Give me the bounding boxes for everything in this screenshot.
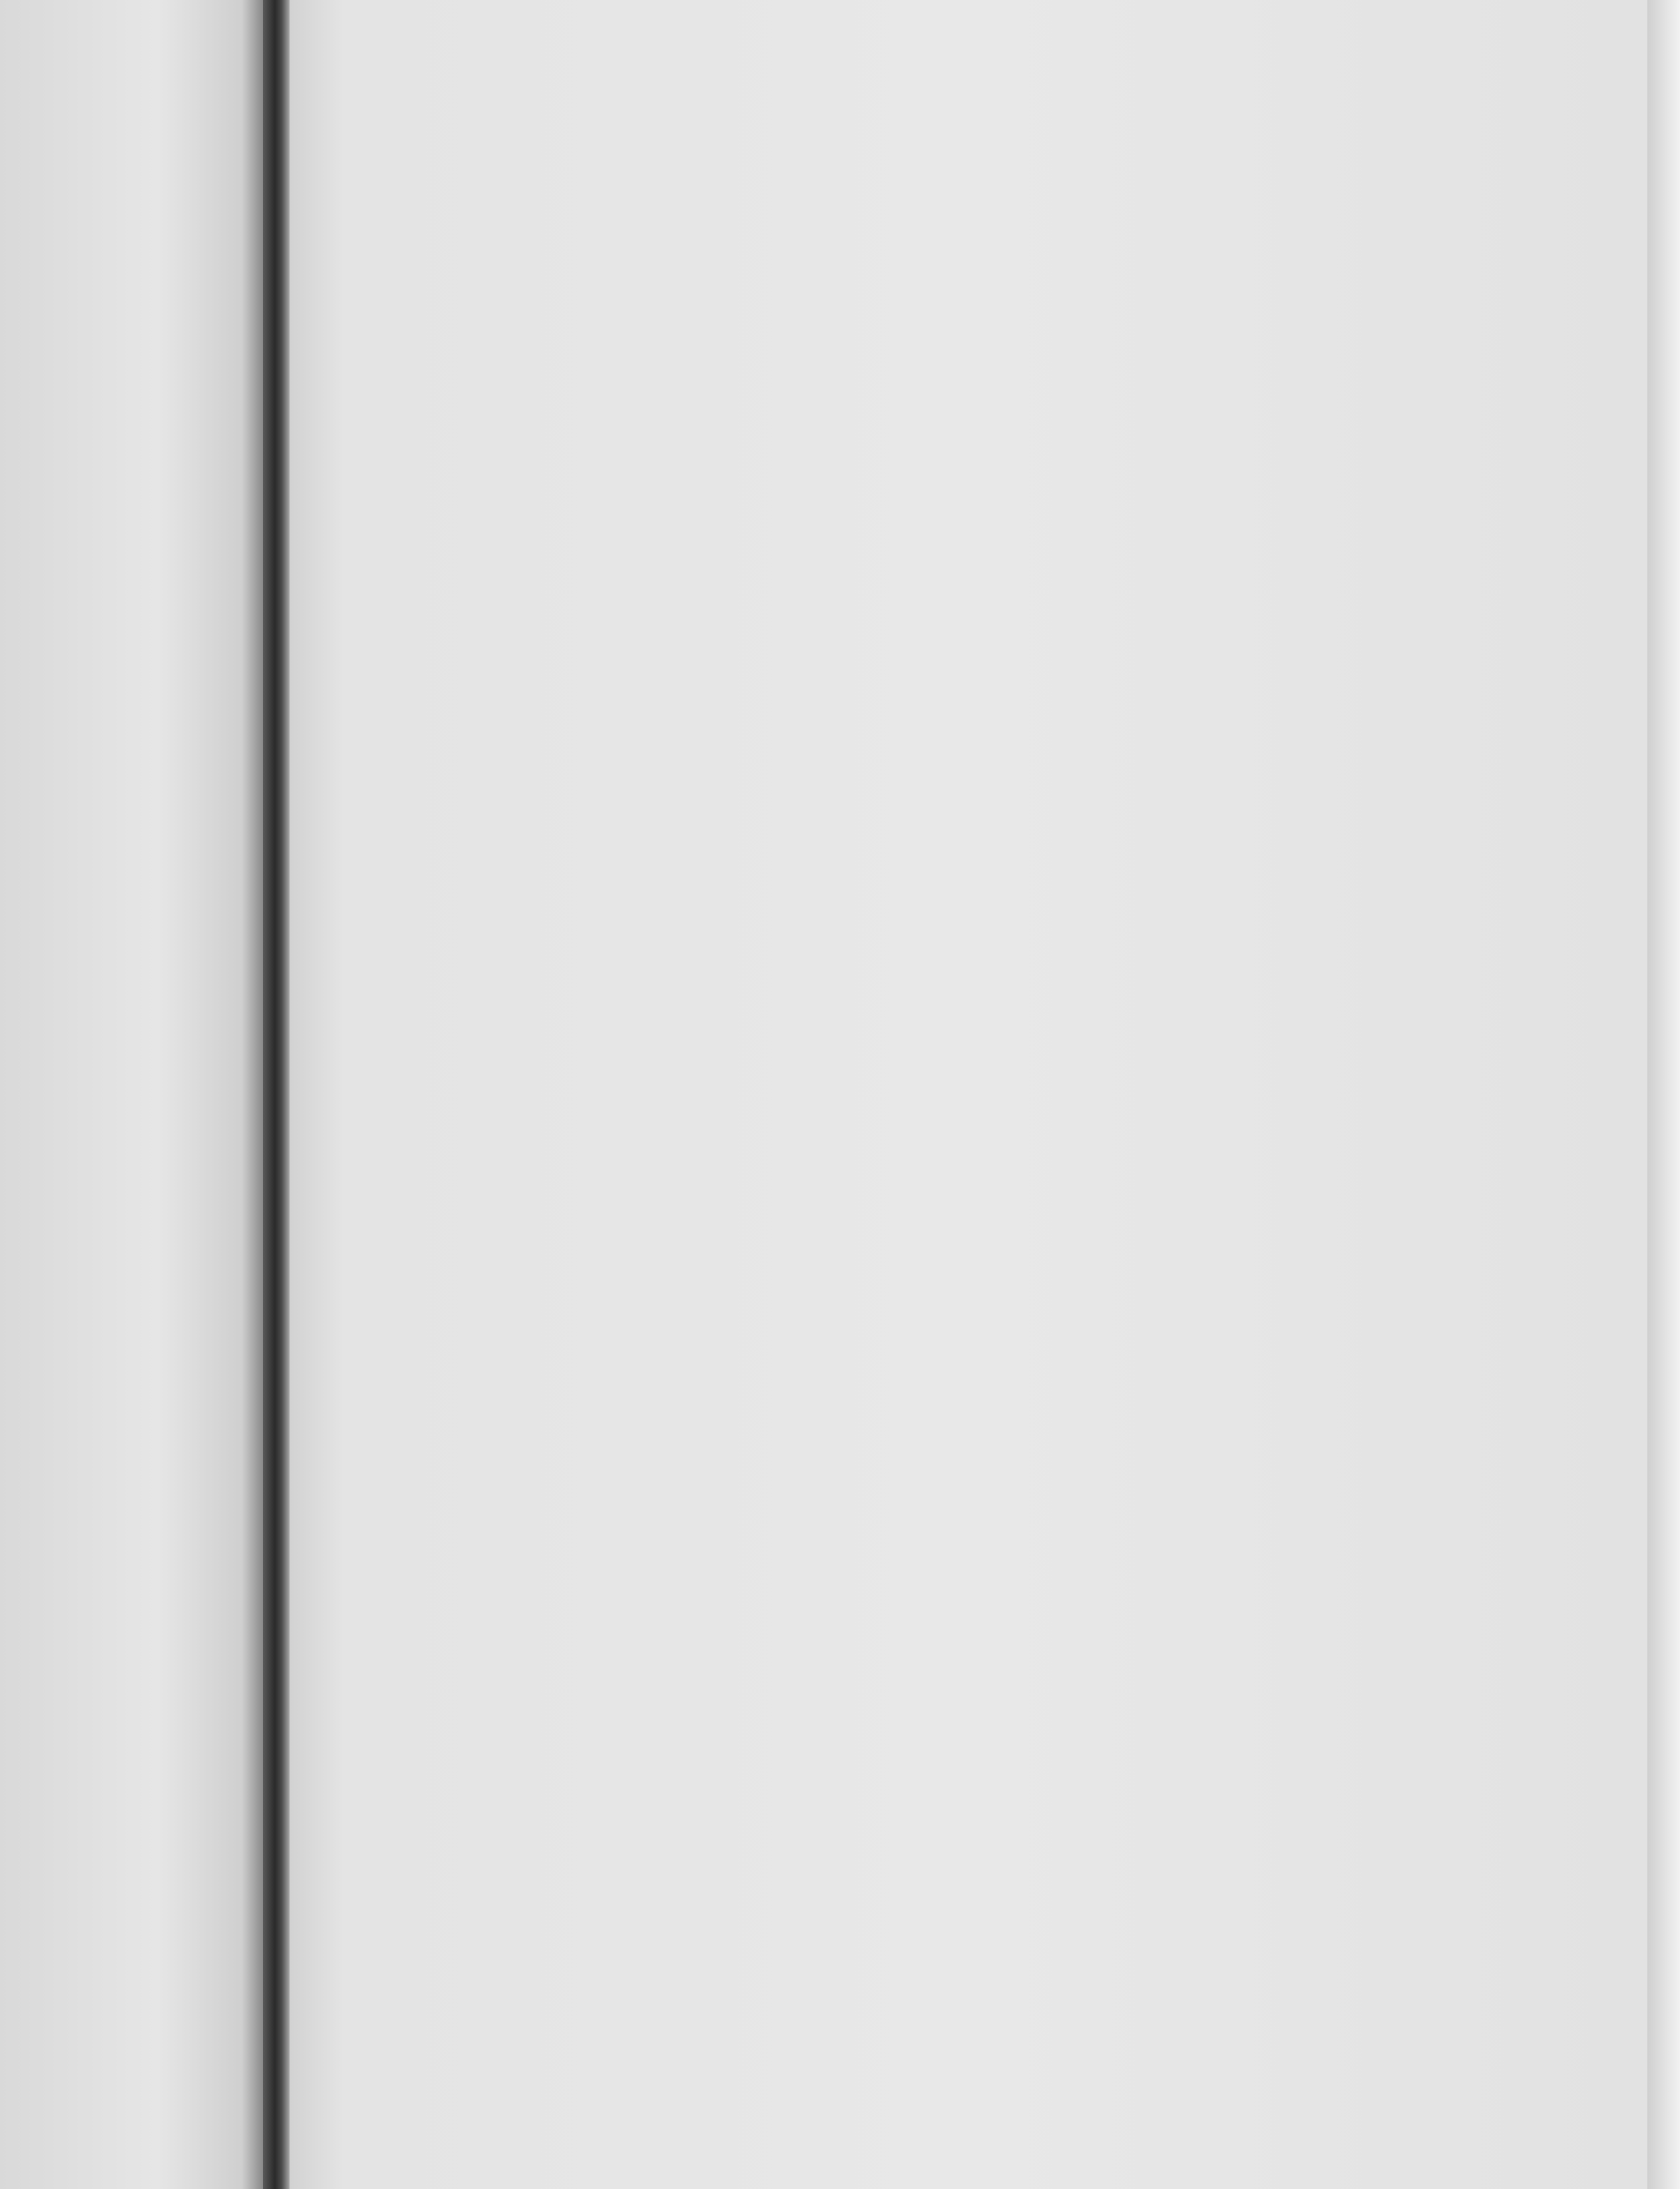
- book-gutter: [263, 0, 290, 2189]
- right-page: [290, 0, 1647, 2189]
- left-page: [0, 0, 263, 2189]
- bibliography-body: [339, 256, 1481, 264]
- page-edge: [1647, 0, 1680, 2189]
